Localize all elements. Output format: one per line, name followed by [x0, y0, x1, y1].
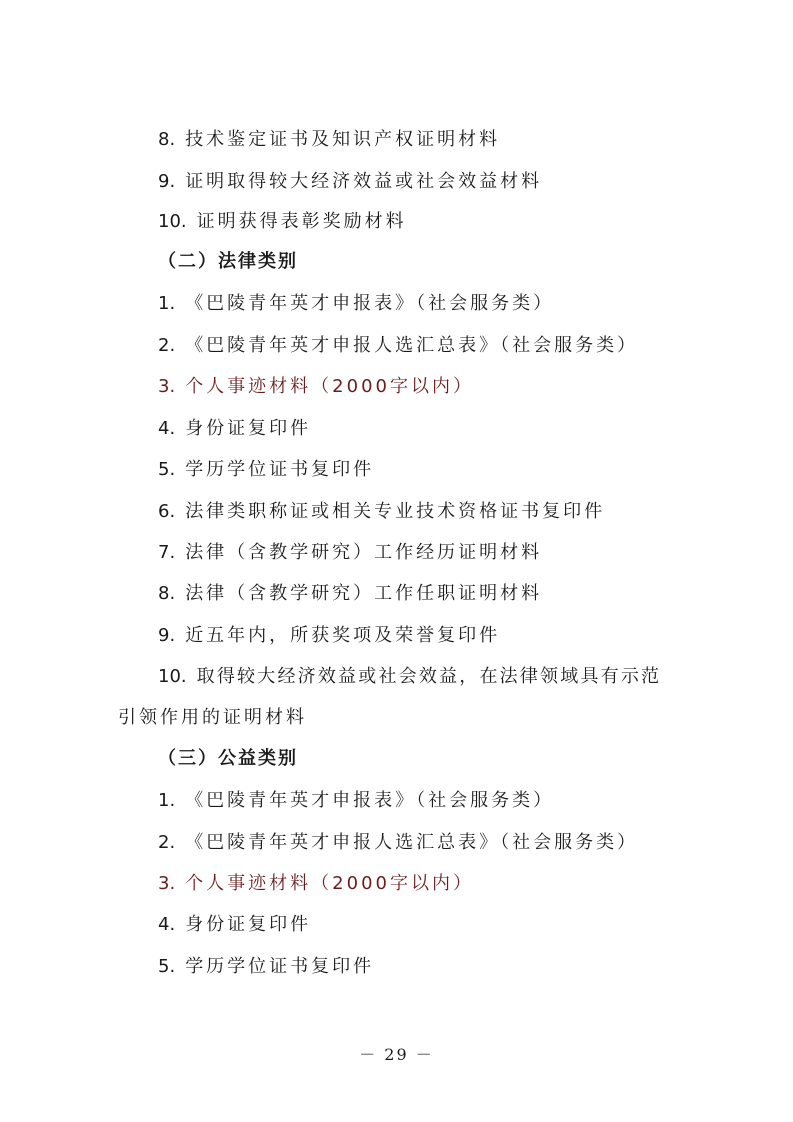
item-number: 10. — [158, 666, 187, 687]
item-number: 5. — [158, 956, 176, 977]
item-text: 法律（含教学研究）工作任职证明材料 — [185, 583, 543, 604]
item-number: 9. — [158, 171, 176, 192]
list-item — [0, 789, 793, 813]
item-number: 4. — [158, 914, 176, 935]
list-item — [0, 417, 793, 441]
item-number: 8. — [158, 583, 176, 604]
item-text: 《巴陵青年英才申报人选汇总表》（社会服务类） — [185, 335, 639, 356]
item-number: 1. — [158, 293, 176, 314]
section-heading-public-welfare: （三）公益类别 — [158, 748, 298, 769]
item-text: 个人事迹材料（2000字以内） — [185, 873, 474, 894]
list-item — [0, 458, 793, 482]
list-item — [0, 872, 793, 896]
list-item — [0, 624, 793, 648]
item-number: 2. — [158, 335, 176, 356]
item-text: 证明获得表彰奖励材料 — [196, 211, 407, 232]
list-item-continuation: 引领作用的证明材料 — [118, 707, 307, 728]
item-text: 《巴陵青年英才申报表》（社会服务类） — [185, 293, 555, 314]
item-text: 学历学位证书复印件 — [185, 459, 375, 480]
list-item — [0, 334, 793, 358]
page-number: － 29 － — [359, 1045, 434, 1064]
item-number: 2. — [158, 832, 176, 853]
list-item — [0, 128, 793, 152]
item-text: 学历学位证书复印件 — [185, 956, 375, 977]
item-number: 10. — [158, 211, 187, 232]
list-item — [0, 292, 793, 316]
item-text: 近五年内，所获奖项及荣誉复印件 — [185, 625, 501, 646]
item-number: 6. — [158, 501, 176, 522]
item-text: 证明取得较大经济效益或社会效益材料 — [185, 171, 543, 192]
item-number: 1. — [158, 790, 176, 811]
item-text: 取得较大经济效益或社会效益，在法律领域具有示范 — [196, 666, 662, 687]
item-text: 法律类职称证或相关专业技术资格证书复印件 — [185, 501, 606, 522]
list-item — [0, 375, 793, 399]
item-number: 9. — [158, 625, 176, 646]
list-item — [0, 582, 793, 606]
list-item — [0, 500, 793, 524]
item-number: 3. — [158, 376, 176, 397]
item-number: 7. — [158, 542, 176, 563]
list-item — [0, 541, 793, 565]
item-number: 8. — [158, 129, 176, 150]
item-text: 身份证复印件 — [185, 914, 312, 935]
item-text: 《巴陵青年英才申报人选汇总表》（社会服务类） — [185, 832, 639, 853]
list-item — [0, 170, 793, 194]
list-item — [0, 913, 793, 937]
item-number: 3. — [158, 873, 176, 894]
list-item — [0, 210, 793, 234]
item-number: 5. — [158, 459, 176, 480]
item-number: 4. — [158, 418, 176, 439]
list-item — [0, 665, 793, 689]
item-text: 身份证复印件 — [185, 418, 312, 439]
item-text: 技术鉴定证书及知识产权证明材料 — [185, 129, 501, 150]
item-text: 个人事迹材料（2000字以内） — [185, 376, 474, 397]
list-item — [0, 831, 793, 855]
list-item — [0, 955, 793, 979]
item-text: 法律（含教学研究）工作经历证明材料 — [185, 542, 543, 563]
item-text: 《巴陵青年英才申报表》（社会服务类） — [185, 790, 555, 811]
section-heading-law: （二）法律类别 — [158, 251, 298, 272]
